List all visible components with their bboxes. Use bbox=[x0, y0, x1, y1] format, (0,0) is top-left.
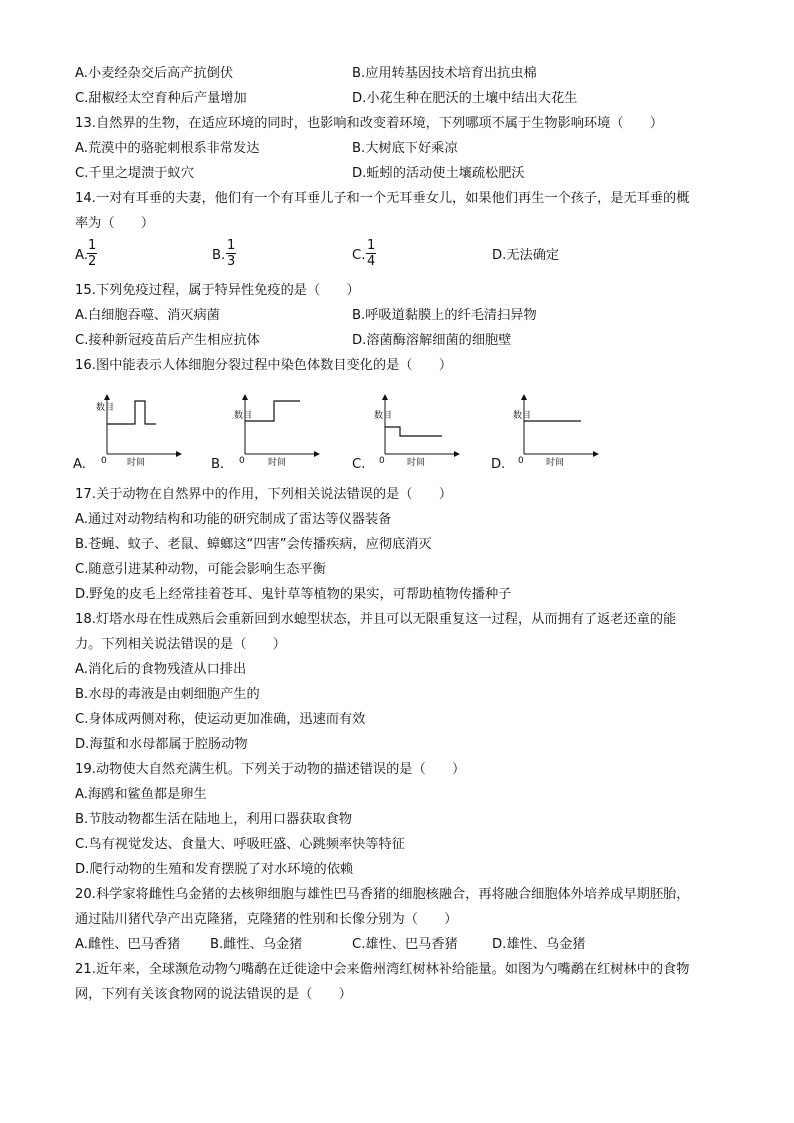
q16-graph-d bbox=[509, 392, 599, 470]
q19-option-d: D.爬行动物的生殖和发育摆脱了对水环境的依赖 bbox=[75, 862, 354, 877]
q19-option-a: A.海鸥和鲨鱼都是卵生 bbox=[75, 787, 207, 802]
y-axis-label: 数目 bbox=[234, 411, 253, 421]
q18-option-c: C.身体成两侧对称，使运动更加准确，迅速而有效 bbox=[75, 712, 366, 727]
q18-stem-line2: 力。下列相关说法错误的是（ ） bbox=[75, 637, 286, 652]
x-axis-label: 时间 bbox=[546, 458, 565, 468]
origin-label: 0 bbox=[239, 456, 245, 466]
q12-option-b: B.应用转基因技术培育出抗虫棉 bbox=[352, 66, 537, 81]
q20-option-d: D.雄性、乌金猪 bbox=[492, 937, 586, 952]
q15-option-b: B.呼吸道黏膜上的纤毛清扫异物 bbox=[352, 308, 537, 323]
y-axis-label: 数目 bbox=[513, 411, 532, 421]
x-axis-label: 时间 bbox=[127, 458, 146, 468]
q12-option-a: A.小麦经杂交后高产抗倒伏 bbox=[75, 66, 234, 81]
q16-graph-b bbox=[230, 392, 320, 470]
q19-option-c: C.鸟有视觉发达、食量大、呼吸旺盛、心跳频率快等特征 bbox=[75, 837, 405, 852]
q12-option-d: D.小花生种在肥沃的土壤中结出大花生 bbox=[352, 91, 578, 106]
q18-stem-line1: 18.灯塔水母在性成熟后会重新回到水螅型状态，并且可以无限重复这一过程，从而拥有了返老还童的能 bbox=[75, 612, 677, 627]
q15-stem: 15.下列免疫过程，属于特异性免疫的是（ ） bbox=[75, 283, 360, 298]
q17-option-a: A.通过对动物结构和功能的研究制成了雷达等仪器装备 bbox=[75, 512, 392, 527]
q19-option-b: B.节肢动物都生活在陆地上，利用口器获取食物 bbox=[75, 812, 352, 827]
q21-stem-line2: 网，下列有关该食物网的说法错误的是（ ） bbox=[75, 987, 352, 1002]
q14-option-a-fraction bbox=[87, 238, 97, 269]
y-axis-label: 数目 bbox=[96, 403, 115, 413]
q17-option-c: C.随意引进某种动物，可能会影响生态平衡 bbox=[75, 562, 326, 577]
q16-graph-a bbox=[92, 392, 182, 470]
origin-label: 0 bbox=[101, 456, 107, 466]
q20-stem-line2: 通过陆川猪代孕产出克隆猪，克隆猪的性别和长像分别为（ ） bbox=[75, 912, 458, 927]
q16-option-b-label: B. bbox=[211, 457, 225, 472]
q16-option-c-label: C. bbox=[352, 457, 366, 472]
denominator: 2 bbox=[88, 254, 97, 269]
q18-option-a: A.消化后的食物残渣从口排出 bbox=[75, 662, 247, 677]
q15-option-d: D.溶菌酶溶解细菌的细胞壁 bbox=[352, 333, 512, 348]
q14-stem-line1: 14.一对有耳垂的夫妻，他们有一个有耳垂儿子和一个无耳垂女儿，如果他们再生一个孩子，是无耳垂的概 bbox=[75, 191, 690, 206]
q18-option-b: B.水母的毒液是由刺细胞产生的 bbox=[75, 687, 260, 702]
q16-stem: 16.图中能表示人体细胞分裂过程中染色体数目变化的是（ ） bbox=[75, 358, 453, 373]
q16-graph-c bbox=[370, 392, 460, 470]
q14-option-b-label: B. bbox=[212, 248, 226, 263]
q20-option-b: B.雌性、乌金猪 bbox=[210, 937, 303, 952]
origin-label: 0 bbox=[518, 456, 524, 466]
q20-option-c: C.雄性、巴马香猪 bbox=[352, 937, 458, 952]
q13-option-c: C.千里之堤溃于蚁穴 bbox=[75, 166, 194, 181]
q13-option-a: A.荒漠中的骆驼刺根系非常发达 bbox=[75, 141, 260, 156]
q14-option-c-label: C. bbox=[352, 248, 366, 263]
q14-option-a-label: A. bbox=[75, 248, 88, 263]
q13-option-b: B.大树底下好乘凉 bbox=[352, 141, 458, 156]
y-axis-label: 数目 bbox=[374, 411, 393, 421]
q14-option-c-fraction bbox=[366, 238, 376, 269]
x-axis-label: 时间 bbox=[268, 458, 287, 468]
numerator: 1 bbox=[88, 238, 97, 253]
numerator: 1 bbox=[227, 238, 236, 253]
numerator: 1 bbox=[367, 238, 376, 253]
q21-stem-line1: 21.近年来，全球濒危动物勺嘴鹬在迁徙途中会来儋州湾红树林补给能量。如图为勺嘴鹬在红树林中的食物 bbox=[75, 962, 690, 977]
q20-stem-line1: 20.科学家将雌性乌金猪的去核卵细胞与雄性巴马香猪的细胞核融合，再将融合细胞体外培养成早期胚胎， bbox=[75, 887, 690, 902]
q14-stem-line2: 率为（ ） bbox=[75, 216, 155, 231]
q19-stem: 19.动物使大自然充满生机。下列关于动物的描述错误的是（ ） bbox=[75, 762, 466, 777]
q18-option-d: D.海蜇和水母都属于腔肠动物 bbox=[75, 737, 248, 752]
q15-option-c: C.接种新冠疫苗后产生相应抗体 bbox=[75, 333, 260, 348]
q15-option-a: A.白细胞吞噬、消灭病菌 bbox=[75, 308, 220, 323]
q12-option-c: C.甜椒经太空育种后产量增加 bbox=[75, 91, 247, 106]
q16-option-a-label: A. bbox=[73, 457, 86, 472]
x-axis-label: 时间 bbox=[407, 458, 426, 468]
q14-option-d: D.无法确定 bbox=[492, 248, 560, 263]
q20-option-a: A.雌性、巴马香猪 bbox=[75, 937, 181, 952]
q13-stem: 13.自然界的生物，在适应环境的同时，也影响和改变着环境，下列哪项不属于生物影响环境（ ） bbox=[75, 116, 664, 131]
q17-option-b: B.苍蝇、蚊子、老鼠、蟑螂这“四害”会传播疾病，应彻底消灭 bbox=[75, 537, 432, 552]
denominator: 4 bbox=[367, 254, 376, 269]
q17-option-d: D.野兔的皮毛上经常挂着苍耳、鬼针草等植物的果实，可帮助植物传播种子 bbox=[75, 587, 512, 602]
denominator: 3 bbox=[227, 254, 236, 269]
q17-stem: 17.关于动物在自然界中的作用，下列相关说法错误的是（ ） bbox=[75, 487, 453, 502]
q13-option-d: D.蚯蚓的活动使土壤疏松肥沃 bbox=[352, 166, 525, 181]
q14-option-b-fraction bbox=[226, 238, 236, 269]
origin-label: 0 bbox=[379, 456, 385, 466]
q16-option-d-label: D. bbox=[491, 457, 506, 472]
